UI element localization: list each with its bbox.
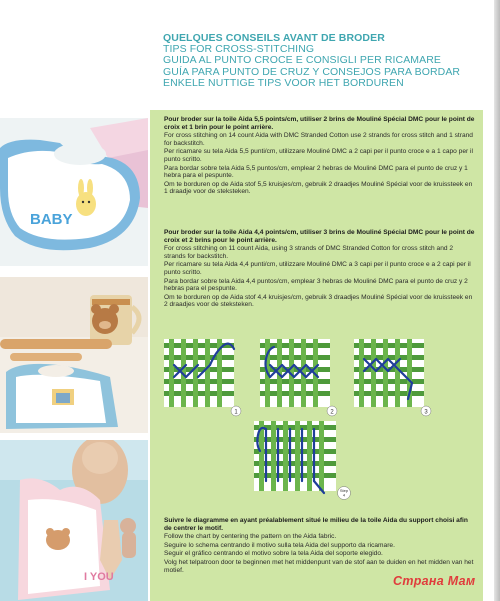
watermark: Страна Мам (393, 574, 476, 588)
diagram-3-cross-stitch (354, 339, 436, 422)
hanging-bibs-illustration (0, 440, 148, 601)
section3-title: Suivre le diagramme en ayant préalablement situé le milieu de la toile Aida du support choisi afin de centrer le motif. (164, 517, 468, 532)
stitch-diagrams (150, 335, 483, 510)
blue-bib-illustration (0, 118, 148, 266)
diagram-number-2: 2 (330, 409, 334, 416)
photo-hanging-bibs (0, 440, 148, 601)
section2-title: Pour broder sur la toile Aida 4,4 points/cm, utiliser 3 brins de Mouliné Spécial DMC pour le point de croix et 2 brins pour le point arrière. (164, 229, 475, 244)
bear-mug-illustration (0, 277, 148, 433)
cross-stitch-weave-1 (164, 339, 246, 417)
page-edge (494, 0, 500, 601)
section1-spanish: Para bordar sobre tela Aida 5,5 puntos/cm, emplear 2 hebras de Mouliné DMC para el punto de cruz y 1 hebra para el pespunte. (164, 164, 468, 180)
section3-italian: Seguire lo schema centrando il motivo sulla tela Aida del supporto da ricamare. (164, 541, 395, 549)
section-aida-5-5 (164, 116, 476, 197)
section2-dutch: Om te borduren op de Aida stof 4,4 kruisjes/cm, gebruik 3 draadjes Mouliné Spécial voor de kruissteek en 2 draadjes voor de steksteken. (164, 293, 473, 309)
header-line-nl: ENKELE NUTTIGE TIPS VOOR HET BORDUREN (163, 76, 404, 89)
section2-english: For cross stitching on 11 count Aida, using 3 strands of DMC Stranded Cotton for cross stitch and 2 strands for backstitch. (164, 245, 454, 260)
bib3-text: I YOU (84, 571, 114, 583)
diagram-tag-line2: 4 (342, 492, 346, 498)
cross-stitch-weave-3 (354, 339, 436, 417)
section1-italian: Per ricamare su tela Aida 5,5 punti/cm, utilizzare Mouliné DMC a 2 capi per il punto croce e a 1 capo per il punto scritto. (164, 148, 473, 163)
section3-dutch: Volg het telpatroon door te beginnen met het middenpunt van de stof aan te duiden en het midden van het motief. (164, 558, 474, 574)
diagram-2-cross-stitch (260, 339, 342, 422)
diagram-1-cross-stitch (164, 339, 246, 422)
diagram-tag-line1: Step (339, 488, 349, 493)
section-aida-4-4 (164, 229, 476, 310)
header (163, 33, 483, 89)
diagram-number-3: 3 (424, 409, 428, 416)
diagram-number-1: 1 (234, 409, 238, 416)
section1-english: For cross stitching on 14 count Aida with DMC Stranded Cotton use 2 strands for cross stitch and 1 strand for backstitch. (164, 132, 473, 147)
section1-title: Pour broder sur la toile Aida 5,5 points/cm, utiliser 2 brins de Mouliné Spécial DMC pour le point de croix et 1 brin pour le point arrière. (164, 116, 475, 131)
section2-italian: Per ricamare su tela Aida 4,4 punti/cm, utilizzare Mouliné DMC a 3 capi per il punto croce e a 2 capi per il punto scritto. (164, 261, 471, 276)
header-line-fr: QUELQUES CONSEILS AVANT DE BRODER (163, 32, 385, 44)
fabric-weave (354, 339, 424, 407)
photo-bear-mug (0, 277, 148, 433)
header-line-es: GUÍA PARA PUNTO DE CRUZ Y CONSEJOS PARA BORDAR (163, 65, 461, 78)
section1-dutch: Om te borduren op de Aida stof 5,5 kruisjes/cm, gebruik 2 draadjes Mouliné Spécial voor de kruissteek en 1 draadje voor de steksteken. (164, 180, 473, 196)
header-line-en: TIPS FOR CROSS-STITCHING (163, 43, 315, 56)
diagram-4-backstitch (254, 421, 354, 506)
section3-english: Follow the chart by centering the pattern on the Aida fabric. (164, 533, 337, 541)
section3-spanish: Seguir el gráfico centrando el motivo sobre la tela Aida del soporte elegido. (164, 550, 383, 558)
section-centering (164, 517, 476, 575)
fabric-weave (164, 339, 234, 407)
photo-blue-bib (0, 118, 148, 266)
photo-column (0, 0, 150, 601)
bib1-text: BABY (30, 211, 73, 228)
header-line-it: GUIDA AL PUNTO CROCE E CONSIGLI PER RICAMARE (163, 54, 442, 67)
cross-stitch-weave-2 (260, 339, 342, 417)
backstitch-weave (254, 421, 354, 501)
section2-spanish: Para bordar sobre tela Aida 4,4 puntos/cm, emplear 3 hebras de Mouliné DMC para el punto de cruz y 2 hebras para el pespunte. (164, 277, 468, 293)
